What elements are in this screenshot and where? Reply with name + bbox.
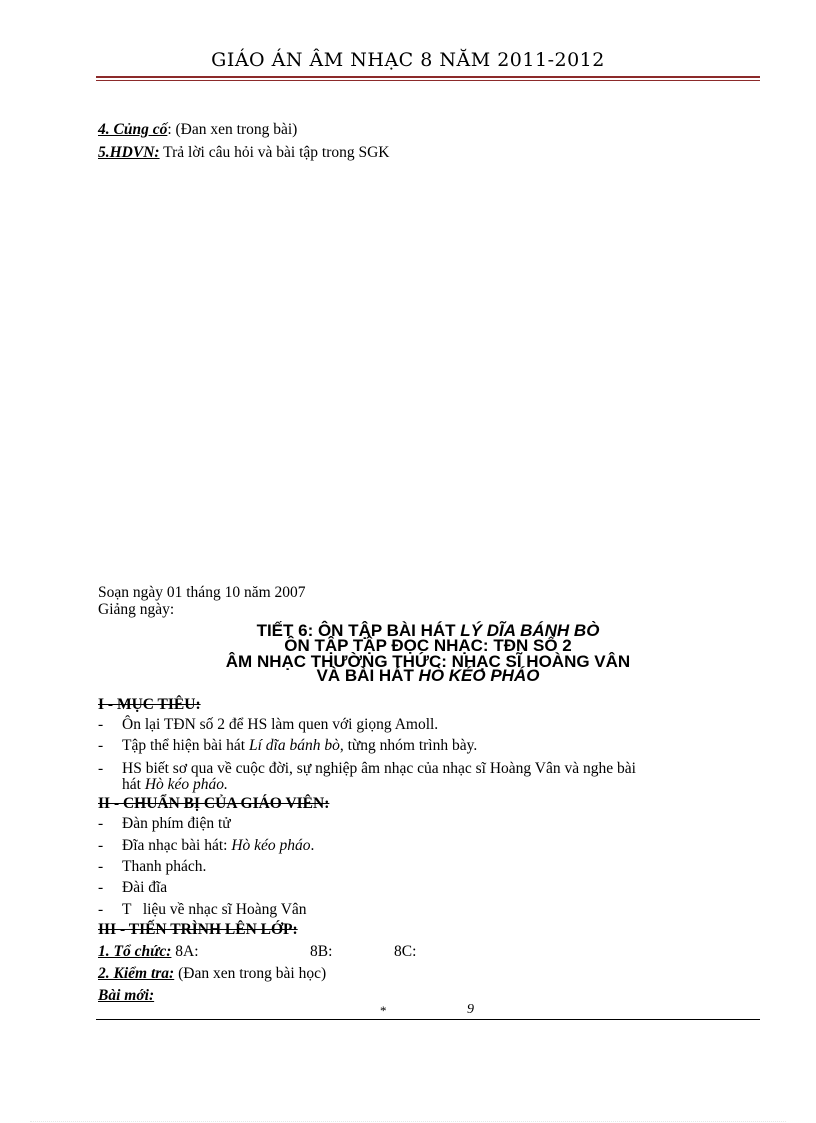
prep-text-suffix: . [310, 837, 315, 854]
prep-song: Hò kéo pháo [231, 837, 311, 854]
prep-item-5 [98, 901, 307, 919]
section-1-heading: I - MỤC TIÊU: [98, 696, 201, 713]
new-lesson-line [98, 987, 154, 1005]
page-number: 9 [467, 1002, 474, 1017]
check-label: 2. Kiểm tra: [98, 965, 175, 982]
page-header-title: GIÁO ÁN ÂM NHẠC 8 NĂM 2011-2012 [211, 49, 605, 71]
lesson-title-1-song: LÝ DĨA BÁNH BÒ [460, 621, 600, 640]
objective-song: Hò kéo pháo. [144, 776, 228, 793]
class-8c: 8C: [394, 943, 417, 960]
objective-song: Lí dĩa bánh bò [248, 737, 340, 754]
class-8a: 8A: [171, 943, 199, 960]
objective-item-3-cont [122, 776, 228, 794]
lesson-title-line-4 [0, 668, 816, 684]
homework-text: Trả lời câu hỏi và bài tập trong SGK [159, 144, 390, 161]
consolidation-text: : (Đan xen trong bài) [167, 121, 298, 138]
prep-text: Đài đĩa [122, 879, 168, 896]
class-8b: 8B: [310, 943, 333, 960]
lesson-title-line-3: ÂM NHẠC THƯỜNG THỨC: NHẠC SĨ HOÀNG VÂN [225, 652, 631, 671]
section-2-heading: II - CHUẨN BỊ CỦA GIÁO VIÊN: [98, 795, 330, 812]
bullet-dash: - [98, 815, 104, 832]
footer-star: * [380, 1003, 387, 1018]
homework-label: 5.HDVN: [98, 144, 160, 161]
prep-text: T liệu về nhạc sĩ Hoàng Vân [122, 901, 307, 918]
organization-line [98, 943, 199, 961]
bullet-dash: - [98, 760, 104, 777]
objective-item-1 [98, 716, 438, 734]
organization-label: 1. Tổ chức: [98, 943, 172, 960]
lesson-title-4-song: HÒ KÉO PHÁO [418, 666, 540, 685]
objective-text: Tập thể hiện bài hát [122, 737, 249, 754]
teach-date: Giảng ngày: [98, 601, 175, 618]
bullet-dash: - [98, 837, 104, 854]
check-text: (Đan xen trong bài học) [174, 965, 327, 982]
bullet-dash: - [98, 858, 104, 875]
objective-text: Ôn lại TĐN số 2 để HS làm quen với giọng Amoll. [122, 716, 439, 733]
prep-date: Soạn ngày 01 tháng 10 năm 2007 [98, 584, 306, 601]
lesson-title-line-2: ÔN TẬP TẬP ĐỌC NHẠC: TĐN SỐ 2 [284, 636, 572, 655]
header-rule-thick [96, 76, 760, 78]
prep-item-1 [98, 815, 231, 833]
lesson-title-1-prefix: TIẾT 6: ÔN TẬP BÀI HÁT [256, 621, 461, 640]
prep-item-3 [98, 858, 206, 876]
objective-text: HS biết sơ qua về cuộc đời, sự nghiệp âm nhạc của nhạc sĩ Hoàng Vân và nghe bài [122, 760, 636, 777]
bullet-dash: - [98, 901, 104, 918]
bullet-dash: - [98, 716, 104, 733]
consolidation-label: 4. Củng cố [98, 121, 168, 138]
new-lesson-label: Bài mới: [98, 987, 155, 1004]
check-line [98, 965, 326, 983]
prep-text: Thanh phách. [122, 858, 207, 875]
lesson-title-4-prefix: VÀ BÀI HÁT [316, 666, 419, 685]
objective-item-2 [98, 737, 477, 755]
prep-text: Đàn phím điện tử [122, 815, 231, 832]
footer-rule [96, 1019, 760, 1020]
consolidation-line [98, 121, 297, 139]
section-3-heading: III - TIẾN TRÌNH LÊN LỚP: [98, 921, 298, 938]
prep-item-4 [98, 879, 167, 897]
homework-line [98, 144, 390, 162]
prep-text: Đĩa nhạc bài hát: [122, 837, 232, 854]
bullet-dash: - [98, 737, 104, 754]
prep-item-2 [98, 837, 314, 855]
objective-text: hát [122, 776, 145, 793]
bullet-dash: - [98, 879, 104, 896]
page-bottom-dots [30, 1121, 786, 1122]
objective-text-suffix: , từng nhóm trình bày. [339, 737, 478, 754]
header-rule-thin [96, 80, 760, 81]
